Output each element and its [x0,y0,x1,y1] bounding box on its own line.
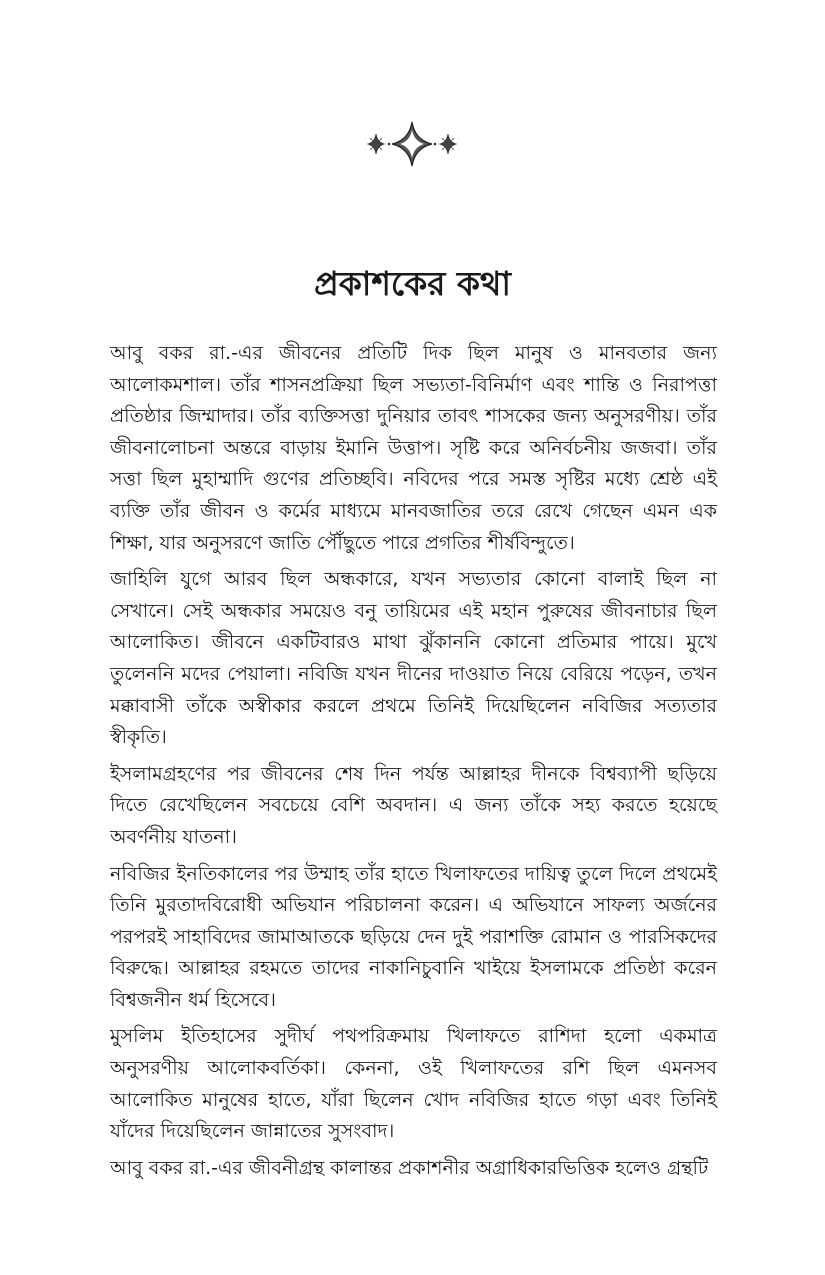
paragraph-4: নবিজির ইনতিকালের পর উম্মাহ তাঁর হাতে খিলাফতের দায়িত্ব তুলে দিলে প্রথমেই তিনি মুরতাদবিরোধী অভিযান পরিচালনা করেন। এ অভিযানে সাফল্য অর্জনের পরপরই সাহাবিদের জামাআতকে ছড়িয়ে দেন দুই পরাশক্তি রোমান ও পারসিকদের বিরুদ্ধে। আল্লাহর রহমতে তাদের নাকানিচুবানি খাইয়ে ইসলামকে প্রতিষ্ঠা করেন বিশ্বজনীন ধর্ম হিসেবে। [110,862,717,1011]
paragraph-5: মুসলিম ইতিহাসের সুদীর্ঘ পথপরিক্রমায় খিলাফতে রাশিদা হলো একমাত্র অনুসরণীয় আলোকবর্তিকা। কেননা, ওই খিলাফতের রশি ছিল এমনসব আলোকিত মানুষের হাতে, যাঁরা ছিলেন খোদ নবিজির হাতে গড়া এবং তিনিই যাঁদের দিয়েছিলেন জান্নাতের সুসংবাদ। [110,1025,717,1143]
paragraph-1: আবু বকর রা.-এর জীবনের প্রতিটি দিক ছিল মানুষ ও মানবতার জন্য আলোকমশাল। তাঁর শাসনপ্রক্রিয়া ছিল সভ্যতা-বিনির্মাণ এবং শান্তি ও নিরাপত্তা প্রতিষ্ঠার জিম্মাদার। তাঁর ব্যক্তিসত্তা দুনিয়ার তাবৎ শাসকের জন্য অনুসরণীয়। তাঁর জীবনালোচনা অন্তরে বাড়ায় ইমানি উত্তাপ। সৃষ্টি করে অনির্বচনীয় জজবা। তাঁর সত্তা ছিল মুহাম্মাদি গুণের প্রতিচ্ছবি। নবিদের পরে সমস্ত সৃষ্টির মধ্যে শ্রেষ্ঠ এই ব্যক্তি তাঁর জীবন ও কর্মের মাধ্যমে মানবজাতির তরে রেখে গেছেন এমন এক শিক্ষা, যার অনুসরণে জাতি পৌঁছুতে পারে প্রগতির শীর্ষবিন্দুতে। [110,342,717,554]
body-text [110,338,717,1189]
paragraph-3: ইসলামগ্রহণের পর জীবনের শেষ দিন পর্যন্ত আল্লাহর দীনকে বিশ্বব্যাপী ছড়িয়ে দিতে রেখেছিলেন সবচেয়ে বেশি অবদান। এ জন্য তাঁকে সহ্য করতে হয়েছে অবর্ণনীয় যাতনা। [110,762,717,848]
paragraph-6: আবু বকর রা.-এর জীবনীগ্রন্থ কালান্তর প্রকাশনীর অগ্রাধিকারভিত্তিক হলেও গ্রন্থটি [110,1156,709,1179]
page-title: প্রকাশকের কথা [314,264,511,303]
paragraph-2: জাহিলি যুগে আরব ছিল অন্ধকারে, যখন সভ্যতার কোনো বালাই ছিল না সেখানে। সেই অন্ধকার সময়েও বনু তায়িমের এই মহান পুরুষের জীবনাচার ছিল আলোকিত। জীবনে একটিবারও মাথা ঝুঁকাননি কোনো প্রতিমার পায়ে। মুখে তুলেননি মদের পেয়ালা। নবিজি যখন দীনের দাওয়াত নিয়ে বেরিয়ে পড়েন, তখন মক্কাবাসী তাঁকে অস্বীকার করলে প্রথমে তিনিই দিয়েছিলেন নবিজির সত্যতার স্বীকৃতি। [110,568,717,749]
four-point-star-ornament-icon [362,118,462,170]
